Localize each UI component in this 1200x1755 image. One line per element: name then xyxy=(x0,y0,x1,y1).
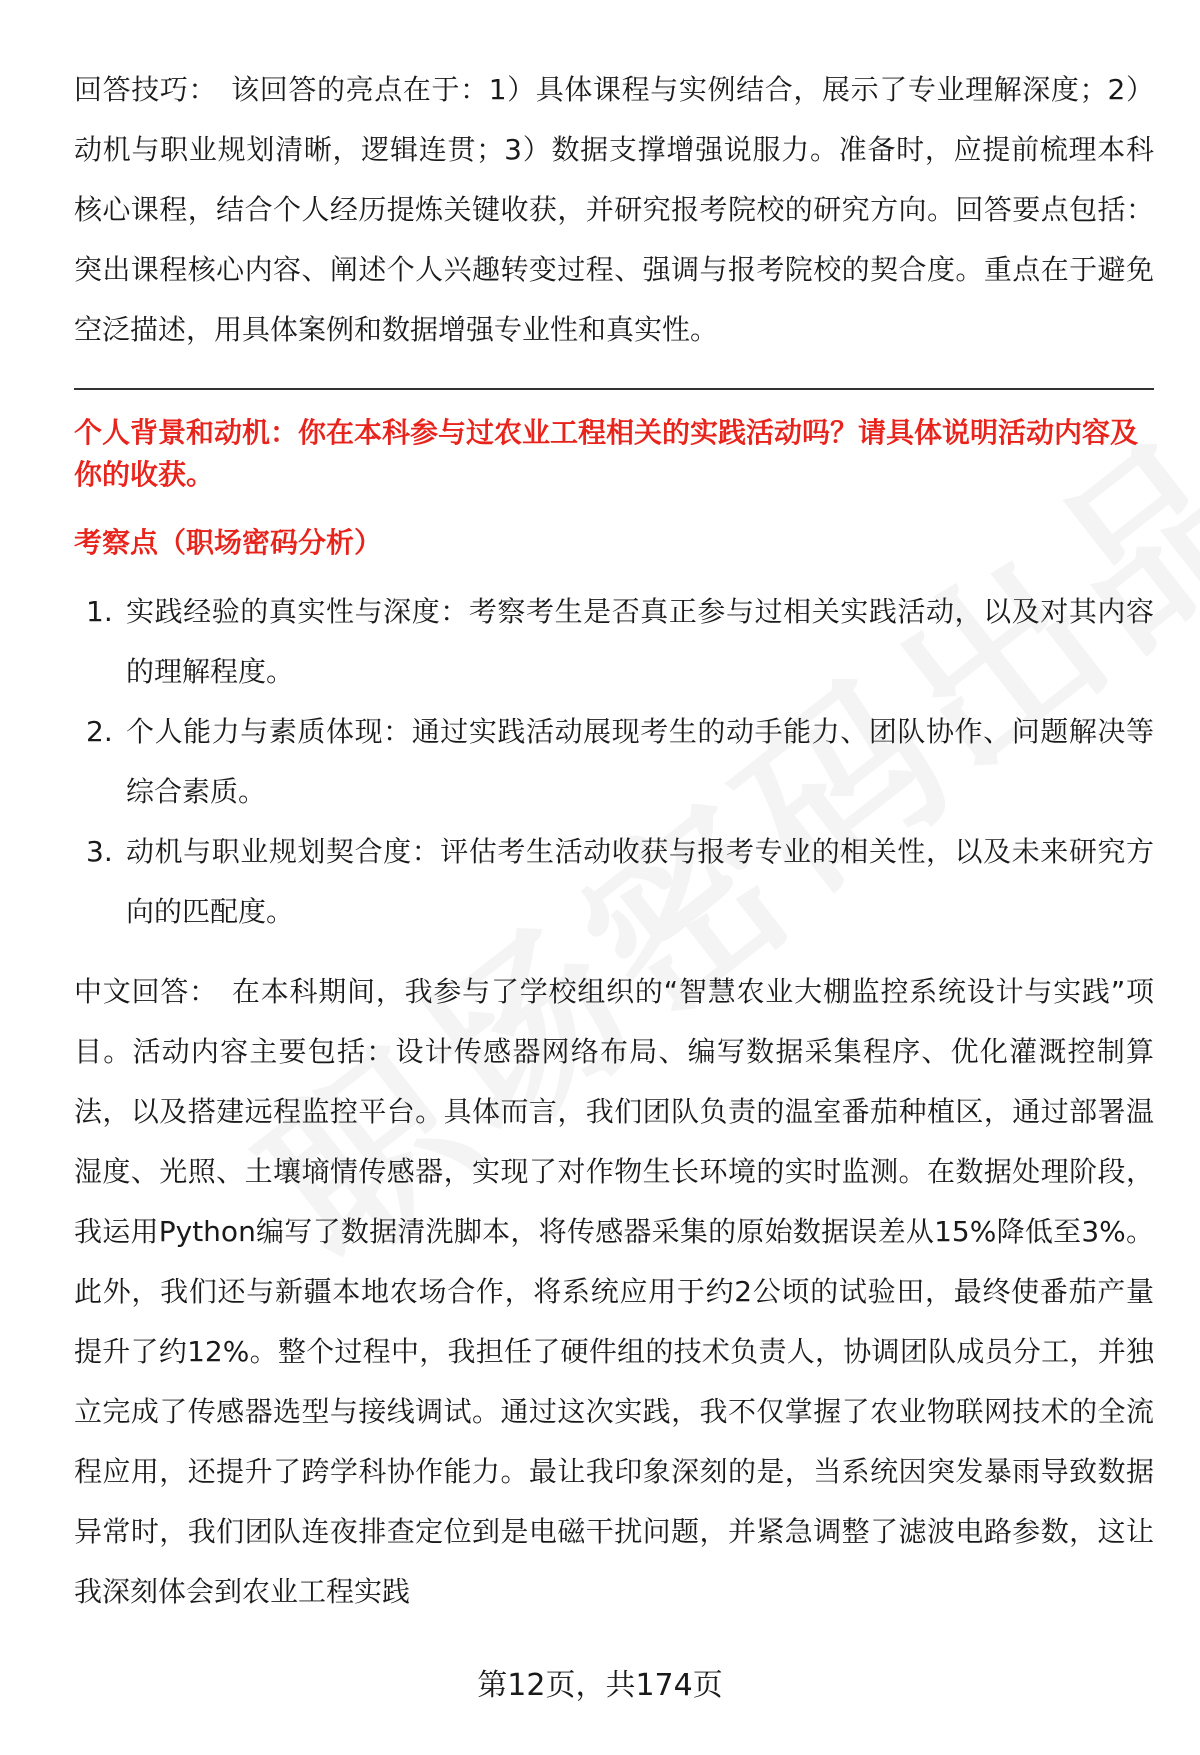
list-item-number: 2. xyxy=(86,715,113,748)
chinese-answer-paragraph xyxy=(74,962,1154,1622)
list-item-number: 1. xyxy=(86,595,113,628)
page-number-footer: 第12页，共174页 xyxy=(477,1668,723,1703)
evaluation-points-title: 考察点（职场密码分析） xyxy=(74,526,383,559)
page-content xyxy=(74,60,1154,1622)
list-item xyxy=(86,702,1154,822)
question-heading: 个人背景和动机：你在本科参与过农业工程相关的实践活动吗？请具体说明活动内容及你的收获。 xyxy=(74,416,1139,491)
evaluation-points-list xyxy=(74,582,1154,942)
list-item xyxy=(86,582,1154,702)
answer-tips-text: 该回答的亮点在于：1）具体课程与实例结合，展示了专业理解深度；2）动机与职业规划清晰，逻辑连贯；3）数据支撑增强说服力。准备时，应提前梳理本科核心课程，结合个人经历提炼关键收获，并研究报考院校的研究方向。回答要点包括：突出课程核心内容、阐述个人兴趣转变过程、强调与报考院校的契合度。重点在于避免空泛描述，用具体案例和数据增强专业性和真实性。 xyxy=(74,73,1154,346)
list-item xyxy=(86,822,1154,942)
section-divider xyxy=(74,388,1154,390)
answer-tips-paragraph xyxy=(74,60,1154,360)
list-item-text: 实践经验的真实性与深度：考察考生是否真正参与过相关实践活动，以及对其内容的理解程度。 xyxy=(126,595,1154,688)
chinese-answer-text: 在本科期间，我参与了学校组织的“智慧农业大棚监控系统设计与实践”项目。活动内容主要包括：设计传感器网络布局、编写数据采集程序、优化灌溉控制算法，以及搭建远程监控平台。具体而言，我们团队负责的温室番茄种植区，通过部署温湿度、光照、土壤墒情传感器，实现了对作物生长环境的实时监测。在数据处理阶段，我运用Python编写了数据清洗脚本，将传感器采集的原始数据误差从15%降低至3%。此外，我们还与新疆本地农场合作，将系统应用于约2公顷的试验田，最终使番茄产量提升了约12%。整个过程中，我担任了硬件组的技术负责人，协调团队成员分工，并独立完成了传感器选型与接线调试。通过这次实践，我不仅掌握了农业物联网技术的全流程应用，还提升了跨学科协作能力。最让我印象深刻的是，当系统因突发暴雨导致数据异常时，我们团队连夜排查定位到是电磁干扰问题，并紧急调整了滤波电路参数，这让我深刻体会到农业工程实践 xyxy=(74,975,1154,1608)
list-item-number: 3. xyxy=(86,835,113,868)
answer-tips-label: 回答技巧： xyxy=(74,73,218,106)
list-item-text: 动机与职业规划契合度：评估考生活动收获与报考专业的相关性，以及未来研究方向的匹配度。 xyxy=(126,835,1154,928)
chinese-answer-label: 中文回答： xyxy=(74,975,218,1008)
list-item-text: 个人能力与素质体现：通过实践活动展现考生的动手能力、团队协作、问题解决等综合素质。 xyxy=(126,715,1154,808)
